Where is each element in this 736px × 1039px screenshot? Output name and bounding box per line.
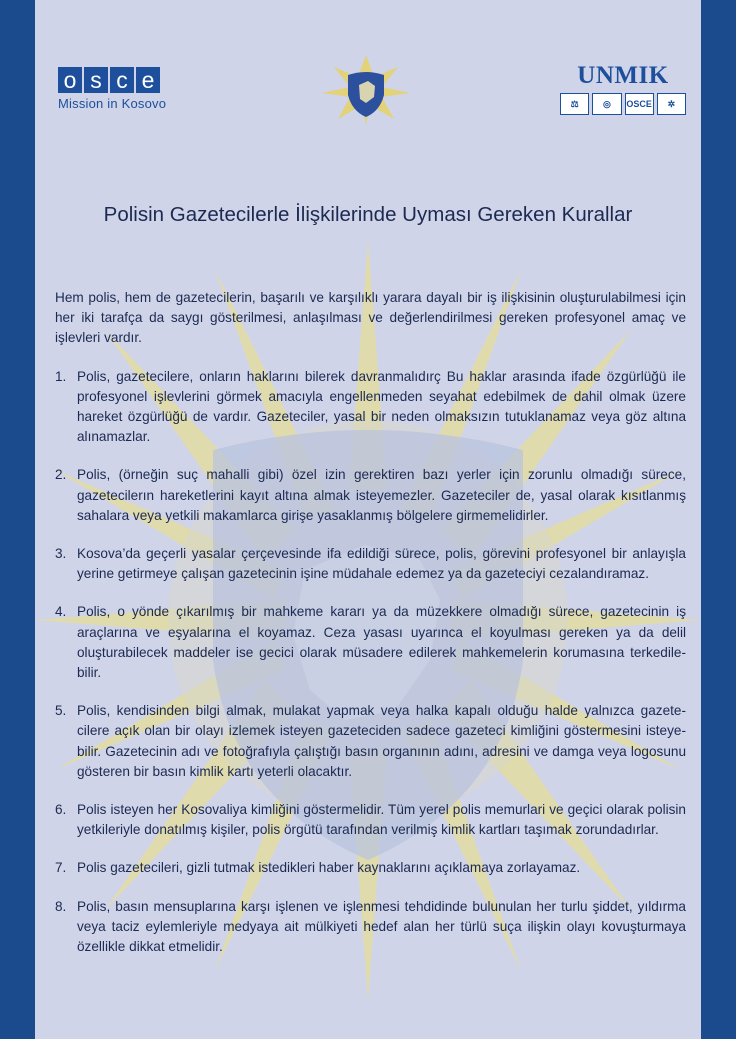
list-number: 7. [55,860,67,876]
unmik-title: UNMIK [577,62,669,89]
list-item [55,800,686,840]
right-border [701,0,736,1039]
list-number: 2. [55,467,67,483]
list-text: Kosova’da geçerli yasalar çerçevesinde ifa edildiği sürece, polis, görevini profesyonel bir anlayışla yerine getirmeye çalışan gazetecinin işine müdahale edemez ya da gazeteciyi cezalandıramaz. [77,546,686,582]
list-item [55,858,686,878]
list-number: 5. [55,703,67,719]
list-item [55,602,686,683]
page-title: Polisin Gazetecilerle İlişkilerinde Uyması Gereken Kurallar [103,203,633,226]
list-item [55,544,686,584]
document-body [55,288,686,975]
list-text: Polis, kendisinden bilgi almak, mulakat yapmak veya halka kapalı olduğu halde yalnızca gazete-cilere açık olan bir olayı izlemek isteyen gazeteciden sadece gazeteci kimliğini göstermesini isteye-bilir. Gazetecinin adı ve fotoğrafıyla çalıştığı basın organının adını, adresini ve damga veya logosunu gösteren bir basın kimlik kartı yeterli olacaktır. [77,703,686,779]
osce-letter: e [136,67,160,93]
left-border [0,0,35,1039]
list-number: 6. [55,802,67,818]
list-item [55,367,686,448]
un-emblem-icon: ◎ [592,93,621,115]
list-number: 8. [55,898,67,914]
scales-icon: ⚖ [560,93,589,115]
osce-subtitle: Mission in Kosovo [58,96,167,111]
osce-letter: o [58,67,82,93]
osce-letter: s [84,67,108,93]
list-text: Polis isteyen her Kosovaliya kimliğini göstermelidir. Tüm yerel polis memurlari ve geçici olarak polisin yetkileriyle donatılmış kişiler, polis örgütü tarafından verilmiş kimlik kartları taşımak zorundadırlar. [77,802,686,838]
list-number: 4. [55,604,67,620]
intro-paragraph: Hem polis, hem de gazetecilerin, başarılı ve karşılıklı yarara dayalı bir iş ilişkisinin oluşturulabilmesi için her iki tarafça da saygı gösterilmesi, anlaşılması ve değerlendirilmesi gereken profesyonel amaç ve işlevleri vardır. [55,290,686,346]
osce-logo [58,67,166,111]
unmik-partner-bar [560,93,686,115]
unmik-logo [560,63,686,115]
list-text: Polis, gazetecilere, onların haklarını bilerek davranmalıdırç Bu haklar arasında ifade özgürlüğü ile profesyonel işlevlerini görmek amacıyla engellenmeden seyahat edebilmek de dahil olmak üzere hareket özgürlüğü de vardır. Gazeteciler, yasal bir neden olmaksızın tutuklanamaz veya göz altına alınamazlar. [77,368,686,445]
osce-badge: OSCE [625,93,654,115]
list-number: 3. [55,546,67,562]
osce-letter: c [110,67,134,93]
list-item [55,465,686,526]
list-text: Polis, (örneğin suç mahalli gibi) özel izin gerektiren bazı yerler için zorunlu olmadığı sürece, gazetecilerın hareketlerini kayıt altına almak isteyemezler. Gazeteciler de, yasal olarak kısıtlanmış sahalara veya yetkili makamlarca girişe yasaklanmış bölgelere girmemelidirler. [77,467,686,523]
list-item [55,701,686,782]
kosovo-police-emblem-icon [322,55,410,125]
list-item [55,897,686,958]
rules-list [55,367,686,958]
list-text: Polis gazetecileri, gizli tutmak istedikleri haber kaynaklarını açıklamaya zorlayamaz. [77,860,581,876]
list-text: Polis, basın mensuplarına karşı işlenen ve işlenmesi tehdidinde bulunulan her turlu şiddet, yıldırma veya taciz eylemleriyle medyaya ait mülkiyeti hedef alan her türlü suça ilişkin olayı kovuşturmaya özellikle dikkat etmelidir. [77,898,686,955]
list-number: 1. [55,368,67,384]
list-text: Polis, o yönde çıkarılmış bir mahkeme kararı ya da müzekkere olmadığı sürece, gazetecinin iş araçlarına ve eşyalarına el koyamaz. Ceza yasası uyarınca el koyulması gereken ya da delil oluşturabilecek maddeler ise gecici olarak müsadere edilerek mahkemelerin korumasına terkedile-bilir. [77,604,686,681]
eu-stars-icon: ✲ [657,93,686,115]
